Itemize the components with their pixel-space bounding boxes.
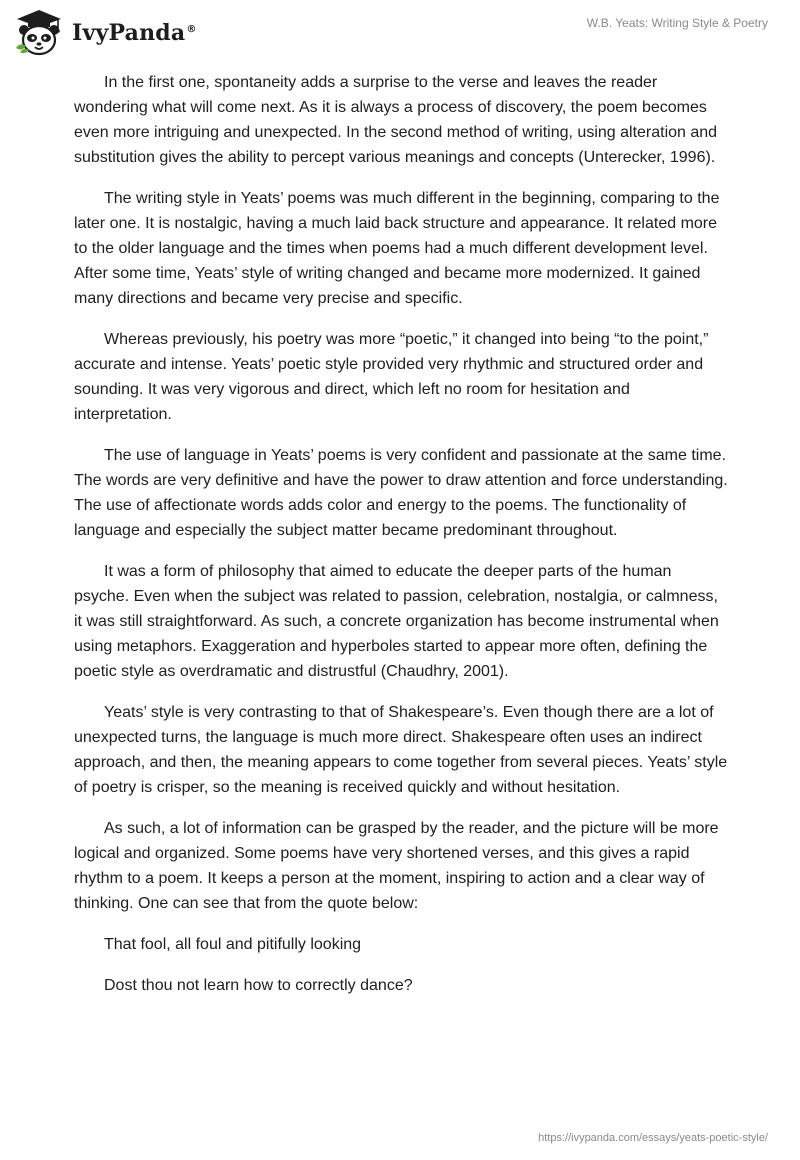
source-url[interactable]: https://ivypanda.com/essays/yeats-poetic-style/: [538, 1132, 768, 1144]
paragraph: The use of language in Yeats’ poems is very confident and passionate at the same time. The words are very definitive and have the power to draw attention and force understanding. The use of affectionate words adds color and energy to the poems. The functionality of language and especially the subject matter became predominant throughout.: [74, 447, 728, 539]
paragraph: In the first one, spontaneity adds a surprise to the verse and leaves the reader wondering what will come next. As it is always a process of discovery, the poem becomes even more intriguing and unexpected. In the second method of writing, using alteration and substitution gives the ability to percept various meanings and concepts (Unterecker, 1996).: [74, 74, 718, 166]
brand-logo[interactable]: [14, 8, 197, 56]
quote-line: Dost thou not learn how to correctly dance?: [104, 977, 413, 994]
essay-body: [74, 70, 730, 1014]
panda-graduate-icon: [14, 8, 64, 56]
page-header: [0, 0, 800, 64]
paragraph: As such, a lot of information can be grasped by the reader, and the picture will be more logical and organized. Some poems have very shortened verses, and this gives a rapid rhythm to a poem. It keeps a person at the moment, inspiring to action and a clear way of thinking. One can see that from the quote below:: [74, 820, 719, 912]
paragraph: The writing style in Yeats’ poems was much different in the beginning, comparing to the later one. It is nostalgic, having a much laid back structure and appearance. It related more to the older language and the times when poems had a much different development level. After some time, Yeats’ style of writing changed and became more modernized. It gained many directions and became very precise and specific.: [74, 190, 720, 307]
paragraph: It was a form of philosophy that aimed to educate the deeper parts of the human psyche. Even when the subject was related to passion, celebration, nostalgia, or calmness, it was still straightforward. As such, a concrete organization has become instrumental when using metaphors. Exaggeration and hyperboles started to appear more often, defining the poetic style as overdramatic and distrustful (Chaudhry, 2001).: [74, 563, 719, 680]
document-title: W.B. Yeats: Writing Style & Poetry: [586, 16, 768, 30]
paragraph: Whereas previously, his poetry was more “poetic,” it changed into being “to the point,” accurate and intense. Yeats’ poetic style provided very rhythmic and structured order and sounding. It was very vigorous and direct, which left no room for hesitation and interpretation.: [74, 331, 709, 423]
brand-name: IvyPanda®: [72, 20, 197, 46]
paragraph: Yeats’ style is very contrasting to that of Shakespeare’s. Even though there are a lot of unexpected turns, the language is much more direct. Shakespeare often uses an indirect approach, and then, the meaning appears to come together from several pieces. Yeats’ style of poetry is crisper, so the meaning is received quickly and without hesitation.: [74, 704, 728, 796]
registered-mark: ®: [186, 23, 197, 35]
quote-line: That fool, all foul and pitifully looking: [104, 936, 362, 953]
